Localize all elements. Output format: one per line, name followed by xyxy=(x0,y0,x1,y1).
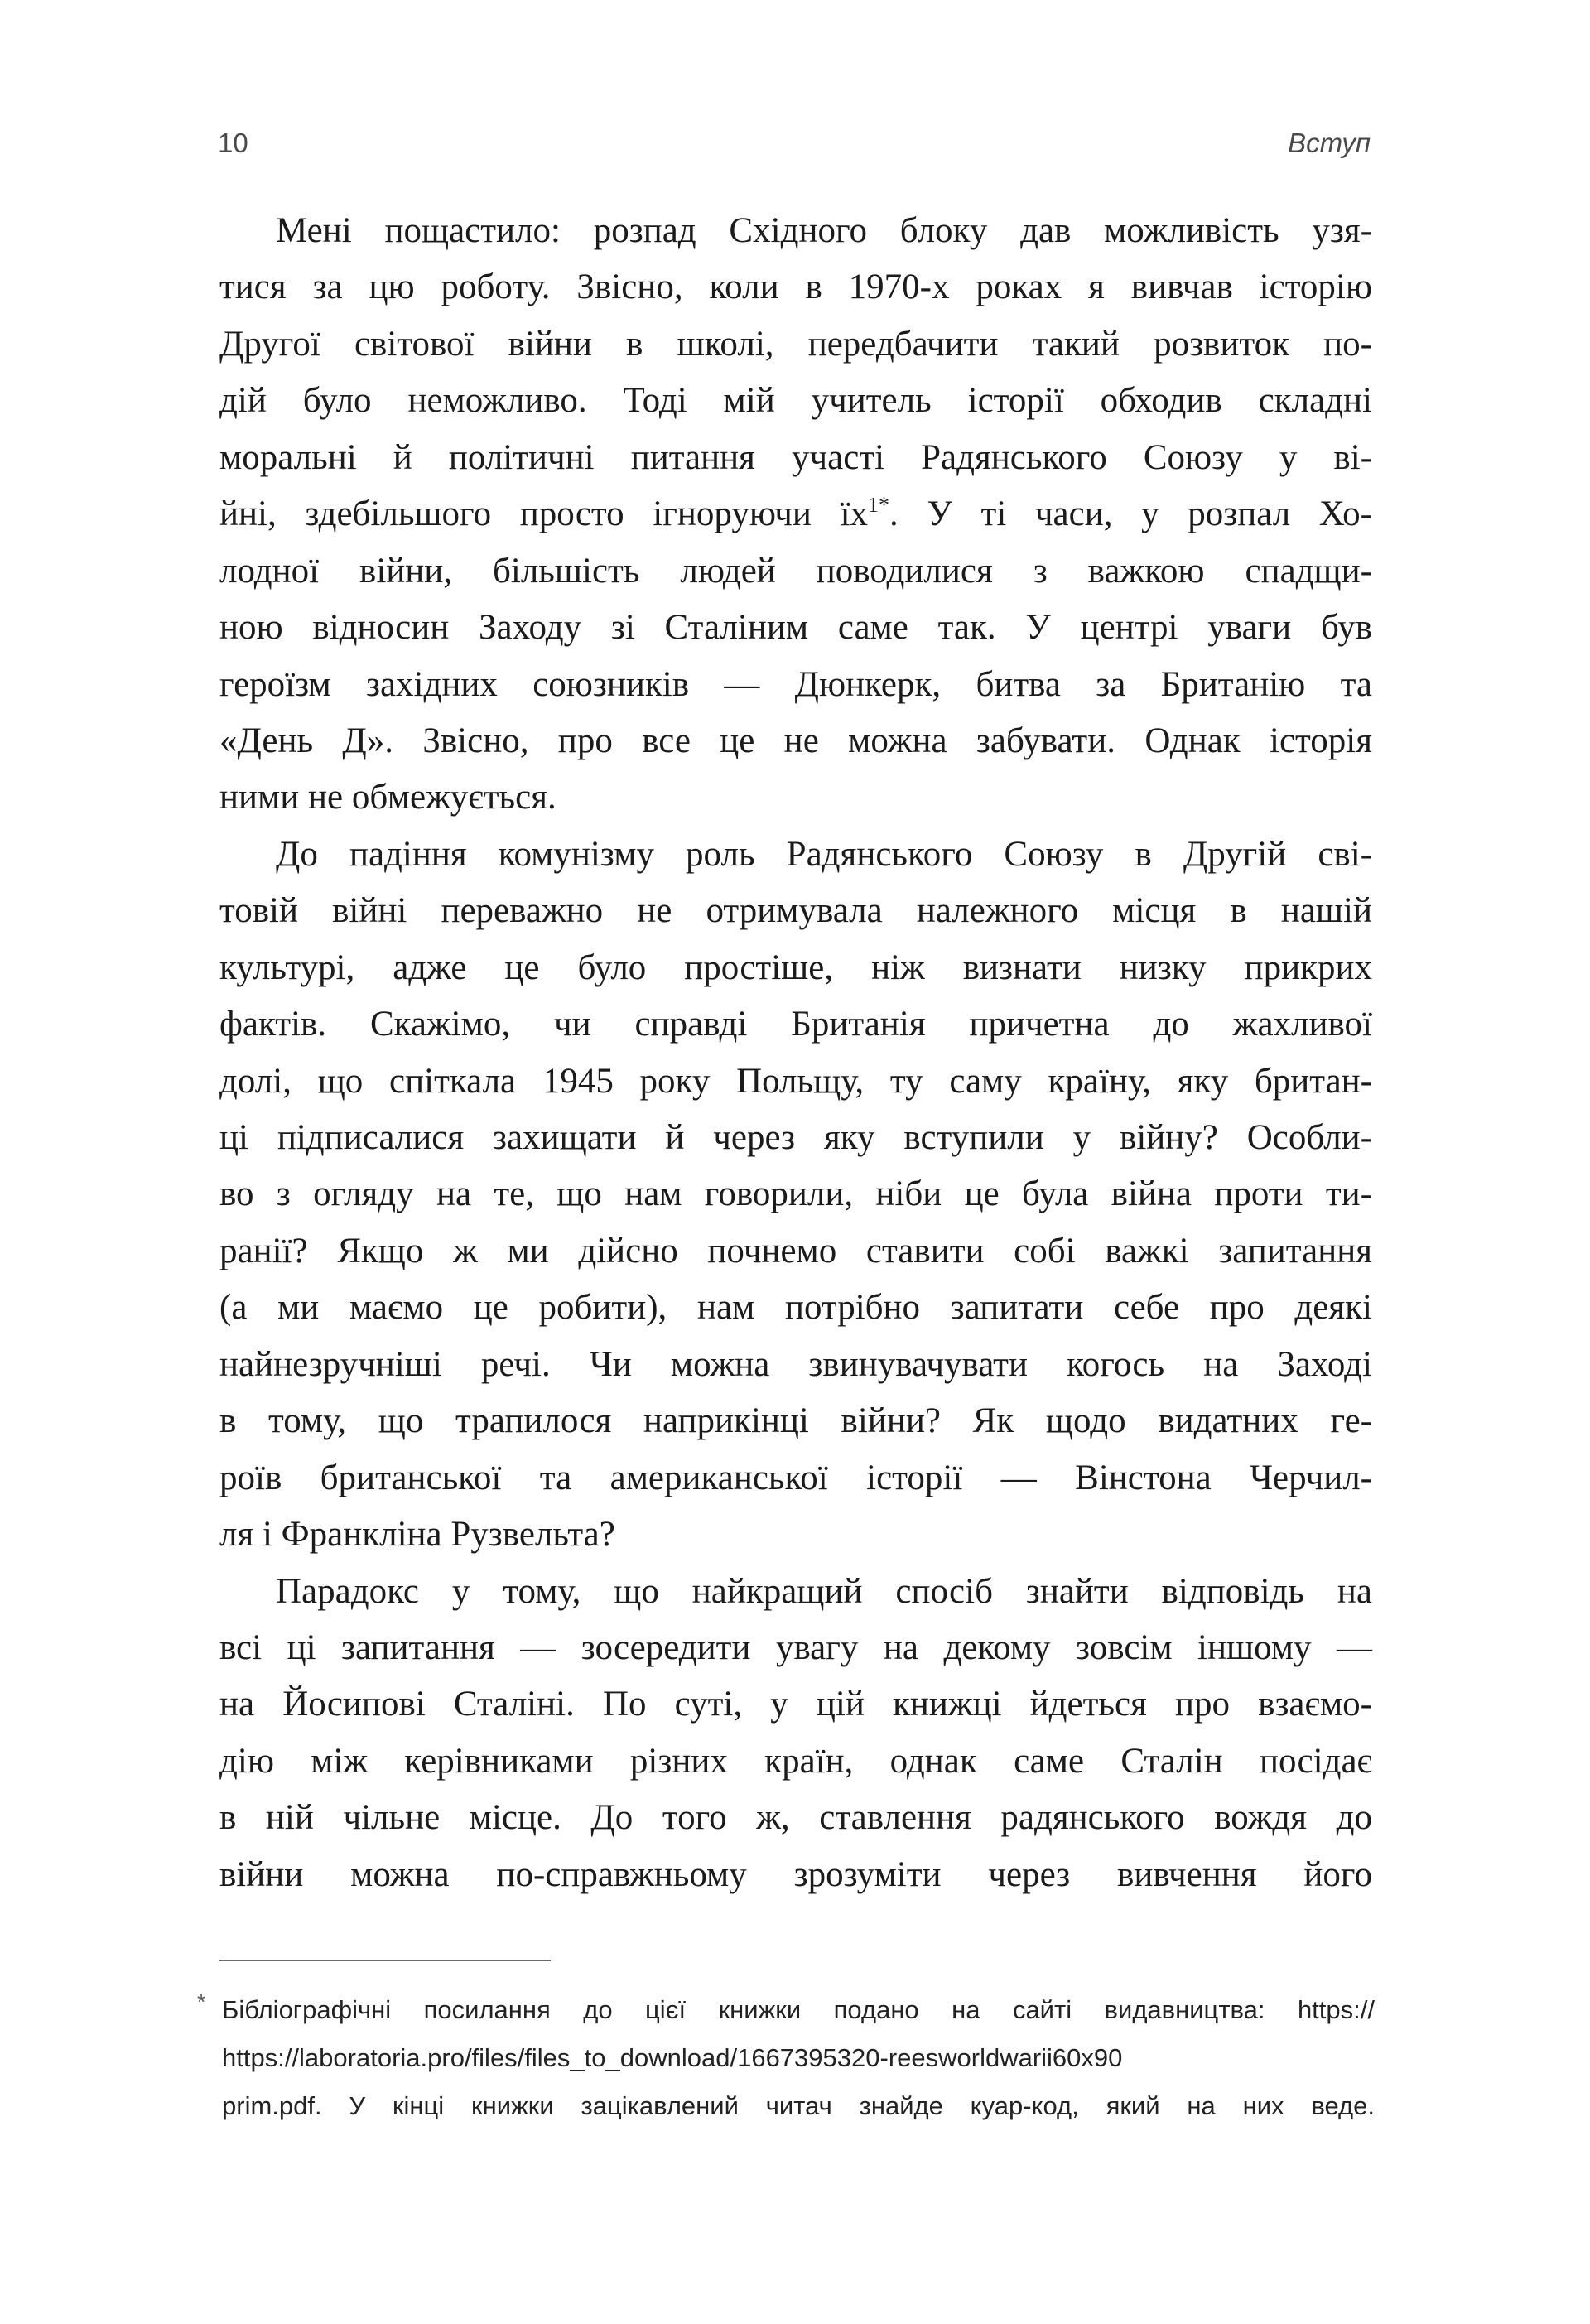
text-line: До падіння комунізму роль Радянського Союзу в Другій сві- xyxy=(276,834,1372,874)
text-line: тися за цю роботу. Звісно, коли в 1970-х роках я вивчав історію xyxy=(219,268,1372,307)
text-segment: йні, здебільшого просто ігноруючи їх xyxy=(219,494,869,534)
text-line: Парадокс у тому, що найкращий спосіб знайти відповідь на xyxy=(276,1571,1372,1611)
text-line: лодної війни, більшість людей поводилися з важкою спадщи- xyxy=(219,551,1372,591)
footnote-separator xyxy=(219,1960,551,1961)
text-line: найнезручніші речі. Чи можна звинувачувати когось на Заході xyxy=(219,1344,1372,1384)
text-line: в ній чільне місце. До того ж, ставлення радянського вождя до xyxy=(219,1798,1372,1838)
text-line: на Йосипові Сталіні. По суті, у цій книжці йдеться про взаємо- xyxy=(219,1685,1372,1724)
text-line: війни можна по-справжньому зрозуміти через вивчення його xyxy=(219,1854,1372,1894)
paragraph-2 xyxy=(219,827,1372,1564)
text-line: моральні й політичні питання участі Радянського Союзу у ві- xyxy=(219,437,1372,477)
page-number: 10 xyxy=(218,128,248,158)
footnote-line-url[interactable]: https://laboratoria.pro/files/files_to_download/1667395320-reesworldwarii60x90 xyxy=(222,2043,1123,2072)
text-line-with-footnote-ref xyxy=(219,486,1372,542)
text-line: дій було неможливо. Тоді мій учитель історії обходив складні xyxy=(219,381,1372,421)
text-segment: . У ті часи, у розпал Хо- xyxy=(889,494,1372,534)
text-line: (а ми маємо це робити), нам потрібно запитати себе про деякі xyxy=(219,1288,1372,1328)
footnote-reference[interactable]: 1* xyxy=(868,493,890,518)
text-line: Другої світової війни в школі, передбачити такий розвиток по- xyxy=(219,324,1372,364)
text-line: героїзм західних союзників — Дюнкерк, битва за Британію та xyxy=(219,664,1372,704)
text-line: в тому, що трапилося наприкінці війни? Як щодо видатних ге- xyxy=(219,1401,1372,1441)
text-line: роїв британської та американської історії — Вінстона Черчил- xyxy=(219,1458,1372,1497)
text-line: во з огляду на те, що нам говорили, ніби це була війна проти ти- xyxy=(219,1174,1372,1214)
text-line: ля і Франкліна Рузвельта? xyxy=(219,1515,615,1555)
text-line: фактів. Скажімо, чи справді Британія причетна до жахливої xyxy=(219,1005,1372,1044)
footnote-line: Бібліографічні посилання до цієї книжки подано на сайті видавництва: https:// xyxy=(222,1995,1375,2024)
paragraph-3 xyxy=(219,1564,1372,1904)
footnote xyxy=(197,1986,1375,2130)
footnote-marker: * xyxy=(197,1989,206,2014)
running-head xyxy=(218,123,1371,164)
chapter-title: Вступ xyxy=(1288,128,1371,158)
text-line: ранії? Якщо ж ми дійсно почнемо ставити собі важкі запитання xyxy=(219,1231,1372,1270)
text-line: культурі, адже це було простіше, ніж визнати низку прикрих xyxy=(219,947,1372,987)
text-line: всі ці запитання — зосередити увагу на декому зовсім іншому — xyxy=(219,1627,1372,1667)
text-line: долі, що спіткала 1945 року Польщу, ту саму країну, яку британ- xyxy=(219,1061,1372,1101)
body-text xyxy=(219,203,1372,1903)
text-line: «День Д». Звісно, про все це не можна забувати. Однак історія xyxy=(219,721,1372,760)
text-line: дію між керівниками різних країн, однак саме Сталін посідає xyxy=(219,1741,1372,1781)
paragraph-1 xyxy=(219,203,1372,827)
text-line: ними не обмежується. xyxy=(219,778,556,817)
text-line: товій війні переважно не отримувала належного місця в нашій xyxy=(219,891,1372,931)
text-line: Мені пощастило: розпад Східного блоку дав можливість узя- xyxy=(276,211,1372,250)
footnote-line: prim.pdf. У кінці книжки зацікавлений читач знайде куар-код, який на них веде. xyxy=(222,2091,1375,2120)
text-line: ці підписалися захищати й через яку вступили у війну? Особли- xyxy=(219,1118,1372,1157)
text-line: ною відносин Заходу зі Сталіним саме так. У центрі уваги був xyxy=(219,608,1372,648)
